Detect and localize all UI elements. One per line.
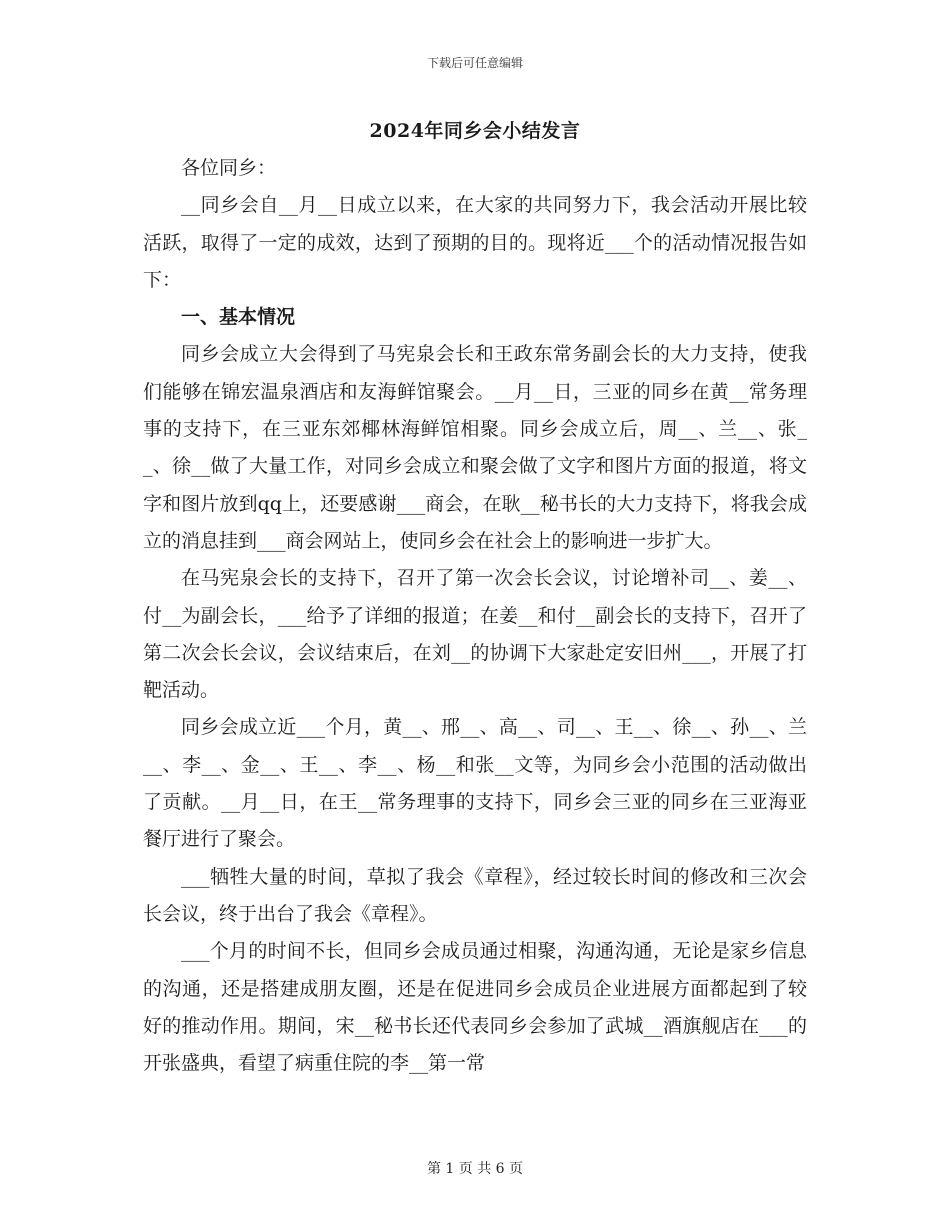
body-paragraph: 同乡会成立近___个月，黄__、邢__、高__、司__、王__、徐__、孙__、兰__、李__、金__、王__、李__、杨__和张__文等，为同乡会小范围的活动做出了贡献。__月__日，在王__常务理事的支持下，同乡会三亚的同乡在三亚海亚餐厅进行了聚会。: [143, 716, 807, 851]
body-paragraph: 在马宪泉会长的支持下，召开了第一次会长会议，讨论增补司__、姜__、付__为副会长，___给予了详细的报道；在姜__和付__副会长的支持下，召开了第二次会长会议，会议结束后，在刘__的协调下大家赴定安旧州___，开展了打靶活动。: [143, 567, 807, 702]
page-footer: 第 1 页 共 6 页: [426, 1161, 524, 1177]
header-note: 下载后可任意编辑: [426, 56, 523, 70]
body-paragraph: ___牺牲大量的时间，草拟了我会《章程》，经过较长时间的修改和三次会长会议，终于出台了我会《章程》。: [143, 865, 807, 925]
body-paragraph: ___个月的时间不长，但同乡会成员通过相聚，沟通沟通，无论是家乡信息的沟通，还是搭建成朋友圈，还是在促进同乡会成员企业进展方面都起到了较好的推动作用。期间，宋__秘书长还代表同乡会参加了武城__酒旗舰店在___的开张盛典，看望了病重住院的李__第一常: [143, 940, 807, 1075]
section-heading: 一、基本情况: [181, 306, 296, 329]
document-title: 2024年同乡会小结发言: [369, 120, 581, 142]
body-paragraph: 同乡会成立大会得到了马宪泉会长和王政东常务副会长的大力支持，使我们能够在锦宏温泉酒店和友海鲜馆聚会。__月__日，三亚的同乡在黄__常务理事的支持下，在三亚东郊椰林海鲜馆相聚。同乡会成立后，周__、兰__、张__、徐__做了大量工作，对同乡会成立和聚会做了文字和图片方面的报道，将文字和图片放到qq上，还要感谢___商会，在耿__秘书长的大力支持下，将我会成立的消息挂到___商会网站上，使同乡会在社会上的影响进一步扩大。: [143, 343, 807, 552]
salutation: 各位同乡：: [181, 157, 277, 179]
intro-paragraph: __同乡会自__月__日成立以来，在大家的共同努力下，我会活动开展比较活跃，取得了一定的成效，达到了预期的目的。现将近___个的活动情况报告如下：: [143, 194, 807, 291]
document-body: [143, 150, 807, 1082]
